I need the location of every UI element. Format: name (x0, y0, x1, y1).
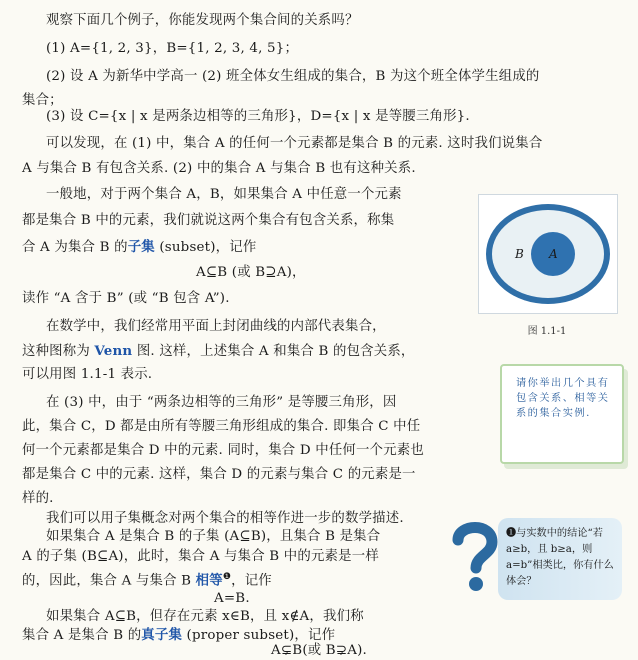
question-mark-icon (446, 518, 504, 594)
subset-notation: A⊆B (或 B⊇A)， (196, 265, 306, 280)
set-b-label: B (515, 247, 524, 261)
example-2-line-2: 集合； (22, 93, 63, 108)
equality-suffix: ，记作 (231, 573, 272, 589)
equal-paragraph-line-3: 何一个元素都是集合 D 中的元素. 同时，集合 D 中任何一个元素也 (22, 443, 424, 458)
equal-paragraph-line-1: 在 (3) 中，由于 “两条边相等的三角形” 是等腰三角形，因 (46, 395, 397, 410)
analogy-note (498, 518, 622, 600)
subset-definition-suffix: (subset)，记作 (154, 240, 257, 255)
venn-paragraph-prefix: 这种图称为 (22, 344, 95, 359)
observation-line-2: A 与集合 B 有包含关系. (2) 中的集合 A 与集合 B 也有这种关系. (22, 161, 416, 176)
subset-definition-line-3 (22, 238, 256, 257)
figure-caption: 图 1.1-1 (527, 326, 567, 337)
subset-definition-line-1: 一般地，对于两个集合 A，B，如果集合 A 中任意一个元素 (46, 187, 402, 202)
venn-diagram (478, 194, 618, 314)
set-a-label: A (549, 247, 558, 261)
analogy-note-text: ❶与实数中的结论“若 a≥b，且 b≥a，则 a=b”相类比，你有什么体会？ (506, 528, 614, 587)
equal-paragraph-line-4: 都是集合 C 中的元素. 这样，集合 D 的元素与集合 C 的元素是一 (22, 467, 416, 482)
venn-paragraph-line-2 (22, 342, 415, 361)
subset-definition-prefix: 合 A 为集合 B 的 (22, 240, 128, 255)
intro-question: 观察下面几个例子，你能发现两个集合间的关系吗？ (46, 13, 359, 28)
venn-paragraph-line-1: 在数学中，我们经常用平面上封闭曲线的内部代表集合， (46, 319, 386, 334)
equality-line-1: 如果集合 A 是集合 B 的子集 (A⊆B)，且集合 B 是集合 (46, 529, 381, 544)
term-venn: Venn (94, 343, 133, 359)
term-proper-subset: 真子集 (141, 627, 183, 643)
equality-line-3 (22, 568, 272, 590)
example-3: (3) 设 C={x | x 是两条边相等的三角形}，D={x | x 是等腰三角形}. (46, 109, 470, 124)
subset-reading: 读作 “A 含于 B” (或 “B 包含 A”). (22, 291, 230, 306)
equality-prefix: 的，因此，集合 A 与集合 B (22, 573, 196, 589)
exercise-note (500, 364, 624, 464)
observation-line-1: 可以发现，在 (1) 中，集合 A 的任何一个元素都是集合 B 的元素. 这时我们说集合 (46, 136, 543, 151)
equality-line-2: A 的子集 (B⊆A)，此时，集合 A 与集合 B 中的元素是一样 (22, 549, 379, 564)
footnote-marker: ❶ (222, 572, 232, 582)
exercise-note-text: 请你举出几个具有包含关系、相等关系的集合实例. (516, 378, 610, 419)
proper-subset-line-1: 如果集合 A⊆B，但存在元素 x∈B，且 x∉A，我们称 (46, 609, 364, 624)
venn-paragraph-line-3: 可以用图 1.1-1 表示. (22, 367, 153, 382)
equal-paragraph-line-5: 样的. (22, 491, 54, 506)
subset-definition-line-2: 都是集合 B 中的元素，我们就说这两个集合有包含关系，称集 (22, 213, 395, 228)
equal-paragraph-line-2: 此，集合 C，D 都是由所有等腰三角形组成的集合. 即集合 C 中任 (22, 419, 421, 434)
example-1: (1) A={1, 2, 3}，B={1, 2, 3, 4, 5}； (46, 41, 299, 56)
equality-intro: 我们可以用子集概念对两个集合的相等作进一步的数学描述. (46, 511, 404, 526)
venn-paragraph-suffix: 图. 这样，上述集合 A 和集合 B 的包含关系， (132, 344, 415, 359)
proper-subset-notation: A⊊B(或 B⊋A). (270, 643, 367, 658)
term-subset: 子集 (127, 239, 155, 255)
proper-subset-suffix: (proper subset)，记作 (182, 628, 336, 643)
venn-svg (479, 195, 617, 313)
term-equal: 相等 (195, 572, 223, 589)
example-2-line-1: (2) 设 A 为新华中学高一 (2) 班全体女生组成的集合，B 为这个班全体学生组成的 (46, 69, 540, 84)
proper-subset-prefix: 集合 A 是集合 B 的 (22, 628, 142, 643)
equality-notation: A=B. (214, 591, 250, 606)
